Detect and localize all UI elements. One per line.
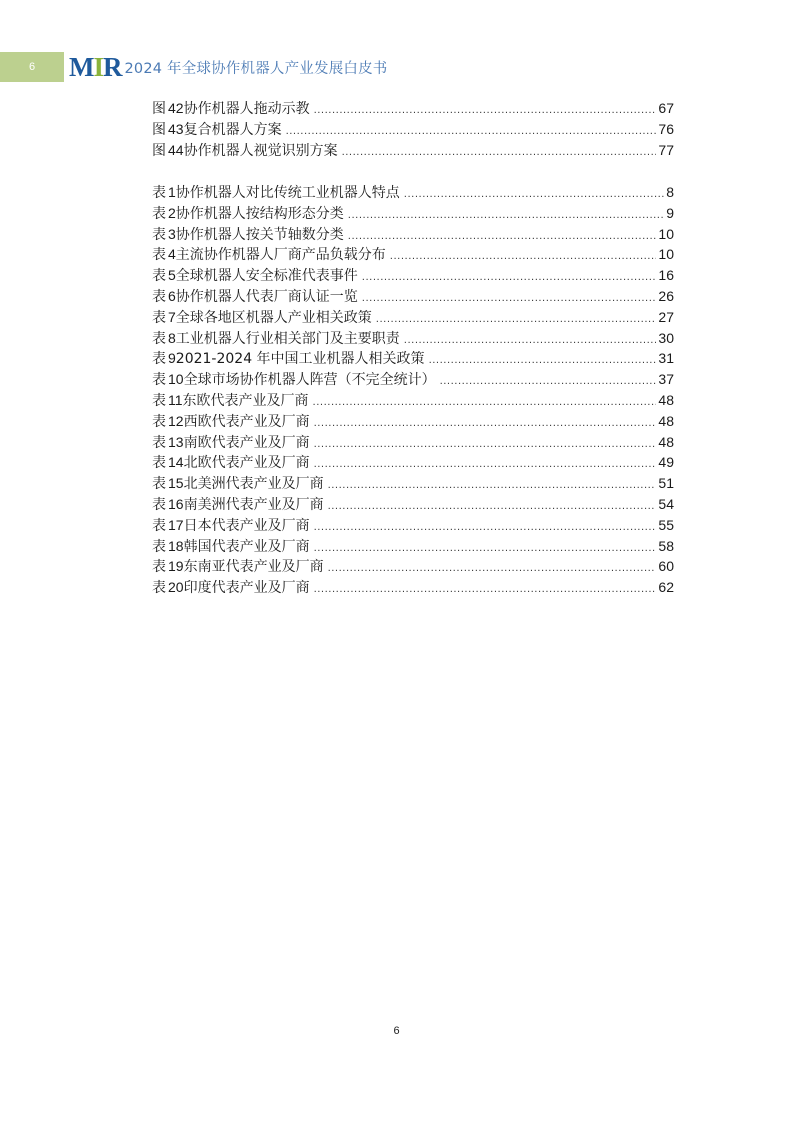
toc-leader-dots xyxy=(313,393,657,414)
toc-entry-number: 13 xyxy=(168,433,184,450)
toc-entry-number: 18 xyxy=(168,537,184,554)
toc-entry-number: 20 xyxy=(168,579,184,596)
toc-entry-label xyxy=(152,307,176,329)
toc-leader-dots xyxy=(314,435,657,456)
toc-entry-page: 9 xyxy=(666,204,674,221)
toc-entry-page: 30 xyxy=(658,329,674,346)
toc-entry-label xyxy=(152,369,184,391)
toc-leader-dots xyxy=(286,122,657,143)
toc-entry-title: 东欧代表产业及厂商 xyxy=(182,392,309,409)
toc-entry-title: 南美洲代表产业及厂商 xyxy=(183,496,324,513)
toc-entry-page: 26 xyxy=(658,287,674,304)
toc-entry-kind: 图 xyxy=(152,101,166,117)
footer-page-number: 6 xyxy=(393,1025,400,1037)
toc-entry[interactable] xyxy=(152,432,674,453)
mir-logo: MIR xyxy=(69,52,122,82)
toc-entry[interactable] xyxy=(152,182,674,203)
toc-entry[interactable] xyxy=(152,328,674,349)
toc-entry-kind: 表 xyxy=(152,288,166,305)
toc-entry[interactable] xyxy=(152,203,674,224)
toc-entry-label xyxy=(152,494,184,516)
toc-entry-label xyxy=(152,348,176,370)
table-index-list xyxy=(152,182,674,598)
toc-entry-number: 17 xyxy=(168,516,184,533)
toc-entry-kind: 表 xyxy=(152,413,166,430)
toc-entry-title: 协作机器人按关节轴数分类 xyxy=(175,226,344,243)
toc-entry-number: 12 xyxy=(168,412,184,429)
toc-entry-page: 67 xyxy=(658,100,674,116)
toc-entry-kind: 表 xyxy=(152,496,166,513)
toc-entry-label xyxy=(152,536,184,558)
toc-entry-number: 6 xyxy=(168,287,176,304)
toc-entry[interactable] xyxy=(152,536,674,557)
toc-leader-dots xyxy=(314,518,657,539)
toc-entry-number: 43 xyxy=(168,120,184,137)
toc-entry-kind: 表 xyxy=(152,247,166,264)
toc-entry[interactable] xyxy=(152,244,674,265)
toc-leader-dots xyxy=(348,206,664,227)
toc-entry[interactable] xyxy=(152,286,674,307)
toc-entry[interactable] xyxy=(152,265,674,286)
toc-entry-page: 31 xyxy=(658,350,674,367)
toc-entry-title: 印度代表产业及厂商 xyxy=(183,580,310,597)
toc-entry-label xyxy=(152,98,184,120)
toc-entry-label xyxy=(152,286,176,308)
toc-entry-title: 协作机器人按结构形态分类 xyxy=(175,205,344,222)
toc-entry-label xyxy=(152,390,183,412)
toc-entry-number: 14 xyxy=(168,454,184,471)
toc-entry-title: 北美洲代表产业及厂商 xyxy=(183,476,324,493)
toc-entry-number: 42 xyxy=(168,100,184,116)
toc-leader-dots xyxy=(404,185,664,206)
toc-entry-title: 全球市场协作机器人阵营（不完全统计） xyxy=(183,372,436,389)
toc-entry-number: 4 xyxy=(168,246,176,263)
toc-entry-label xyxy=(152,244,176,266)
toc-entry[interactable] xyxy=(152,556,674,577)
toc-entry-kind: 表 xyxy=(152,226,166,243)
toc-entry-page: 48 xyxy=(658,433,674,450)
toc-entry-page: 27 xyxy=(658,308,674,325)
toc-leader-dots xyxy=(314,414,657,435)
toc-entry[interactable] xyxy=(152,98,674,119)
toc-leader-dots xyxy=(362,268,657,289)
toc-entry-page: 49 xyxy=(658,454,674,471)
toc-entry-page: 54 xyxy=(658,495,674,512)
toc-entry-label xyxy=(152,140,184,162)
toc-entry-number: 9 xyxy=(168,350,176,367)
toc-entry[interactable] xyxy=(152,369,674,390)
toc-leader-dots xyxy=(328,559,657,580)
toc-entry-page: 51 xyxy=(658,475,674,492)
toc-entry-kind: 表 xyxy=(152,538,166,555)
toc-entry-label xyxy=(152,452,184,474)
toc-leader-dots xyxy=(376,310,657,331)
toc-entry-kind: 表 xyxy=(152,205,166,222)
page-number-tab-label: 6 xyxy=(28,61,36,73)
toc-entry-title: 西欧代表产业及厂商 xyxy=(183,413,310,430)
toc-entry[interactable] xyxy=(152,390,674,411)
toc-entry-label xyxy=(152,411,184,433)
toc-entry-page: 76 xyxy=(658,120,674,137)
toc-entry-number: 5 xyxy=(168,267,176,284)
toc-entry-title: 北欧代表产业及厂商 xyxy=(183,455,310,472)
toc-entry-page: 48 xyxy=(658,391,674,408)
toc-entry-kind: 表 xyxy=(152,185,166,201)
toc-entry[interactable] xyxy=(152,348,674,369)
toc-entry-kind: 表 xyxy=(152,580,166,597)
toc-entry-page: 77 xyxy=(658,141,674,158)
toc-entry-label xyxy=(152,432,184,454)
toc-leader-dots xyxy=(348,227,657,248)
toc-entry[interactable] xyxy=(152,224,674,245)
toc-entry[interactable] xyxy=(152,515,674,536)
toc-entry-kind: 表 xyxy=(152,517,166,534)
toc-entry-label xyxy=(152,224,176,246)
toc-entry-number: 15 xyxy=(168,475,184,492)
toc-entry-label xyxy=(152,577,184,599)
toc-entry-page: 10 xyxy=(658,225,674,242)
toc-entry-number: 7 xyxy=(168,308,176,325)
page-number-tab xyxy=(0,52,64,82)
toc-leader-dots xyxy=(328,497,657,518)
toc-entry-title: 协作机器人视觉识别方案 xyxy=(183,142,338,159)
toc-entry-title: 协作机器人对比传统工业机器人特点 xyxy=(175,185,400,201)
toc-entry-label xyxy=(152,265,176,287)
toc-entry-title: 韩国代表产业及厂商 xyxy=(183,538,310,555)
toc-entry-label xyxy=(152,556,184,578)
toc-entry-label xyxy=(152,515,184,537)
toc-entry-page: 10 xyxy=(658,246,674,263)
toc-entry-page: 8 xyxy=(666,184,674,200)
toc-entry-kind: 图 xyxy=(152,121,166,138)
toc-entry[interactable] xyxy=(152,119,674,140)
toc-leader-dots xyxy=(440,372,657,393)
toc-entry-number: 10 xyxy=(168,371,184,388)
toc-entry-label xyxy=(152,473,184,495)
document-title: 2024 年全球协作机器人产业发展白皮书 xyxy=(124,60,388,77)
toc-entry-page: 16 xyxy=(658,267,674,284)
toc-entry-title: 东南亚代表产业及厂商 xyxy=(183,559,324,576)
toc-entry-kind: 表 xyxy=(152,351,166,368)
toc-entry-page: 60 xyxy=(658,558,674,575)
toc-leader-dots xyxy=(314,455,657,476)
toc-entry-page: 48 xyxy=(658,412,674,429)
toc-entry-kind: 表 xyxy=(152,476,166,493)
toc-entry-page: 62 xyxy=(658,579,674,596)
toc-leader-dots xyxy=(390,247,657,268)
toc-entry-page: 58 xyxy=(658,537,674,554)
toc-entry-title: 2021-2024 年中国工业机器人相关政策 xyxy=(175,351,425,368)
toc-entry[interactable] xyxy=(152,494,674,515)
toc-entry-number: 2 xyxy=(168,204,176,221)
toc-leader-dots xyxy=(404,331,657,352)
toc-entry-page: 55 xyxy=(658,516,674,533)
toc-entry-label xyxy=(152,328,176,350)
toc-entry-number: 3 xyxy=(168,225,176,242)
toc-entry-kind: 表 xyxy=(152,309,166,326)
toc-entry-title: 工业机器人行业相关部门及主要职责 xyxy=(175,330,400,347)
toc-entry-kind: 表 xyxy=(152,330,166,347)
toc-entry-number: 1 xyxy=(168,184,176,200)
toc-leader-dots xyxy=(362,289,657,310)
toc-entry-label xyxy=(152,119,184,141)
toc-entry-kind: 表 xyxy=(152,268,166,285)
figure-index-list xyxy=(152,98,674,160)
toc-entry[interactable] xyxy=(152,307,674,328)
toc-entry-title: 协作机器人拖动示教 xyxy=(183,101,310,117)
toc-entry-title: 全球机器人安全标准代表事件 xyxy=(175,268,358,285)
toc-entry-number: 19 xyxy=(168,558,184,575)
toc-entry-number: 16 xyxy=(168,495,184,512)
toc-entry-title: 南欧代表产业及厂商 xyxy=(183,434,310,451)
toc-entry-kind: 表 xyxy=(152,392,166,409)
toc-entry-number: 8 xyxy=(168,329,176,346)
toc-entry[interactable] xyxy=(152,473,674,494)
toc-entry-kind: 表 xyxy=(152,455,166,472)
toc-entry-number: 11 xyxy=(168,391,183,408)
toc-entry-label xyxy=(152,182,176,204)
toc-entry-title: 复合机器人方案 xyxy=(183,121,282,138)
toc-entry[interactable] xyxy=(152,140,674,161)
toc-entry-title: 协作机器人代表厂商认证一览 xyxy=(175,288,358,305)
toc-entry-kind: 表 xyxy=(152,559,166,576)
toc-entry[interactable] xyxy=(152,452,674,473)
toc-leader-dots xyxy=(429,351,657,372)
toc-leader-dots xyxy=(314,101,657,122)
toc-entry-kind: 图 xyxy=(152,142,166,159)
toc-entry-number: 44 xyxy=(168,141,184,158)
toc-entry-title: 日本代表产业及厂商 xyxy=(183,517,310,534)
toc-entry-page: 37 xyxy=(658,371,674,388)
toc-entry-title: 全球各地区机器人产业相关政策 xyxy=(175,309,372,326)
toc-entry-kind: 表 xyxy=(152,372,166,389)
page-header xyxy=(69,52,388,82)
toc-entry-title: 主流协作机器人厂商产品负载分布 xyxy=(175,247,386,264)
toc-leader-dots xyxy=(342,143,657,164)
toc-leader-dots xyxy=(328,476,657,497)
toc-entry-kind: 表 xyxy=(152,434,166,451)
toc-entry[interactable] xyxy=(152,411,674,432)
toc-entry[interactable] xyxy=(152,577,674,598)
toc-entry-label xyxy=(152,203,176,225)
toc-leader-dots xyxy=(314,580,657,601)
toc-leader-dots xyxy=(314,539,657,560)
